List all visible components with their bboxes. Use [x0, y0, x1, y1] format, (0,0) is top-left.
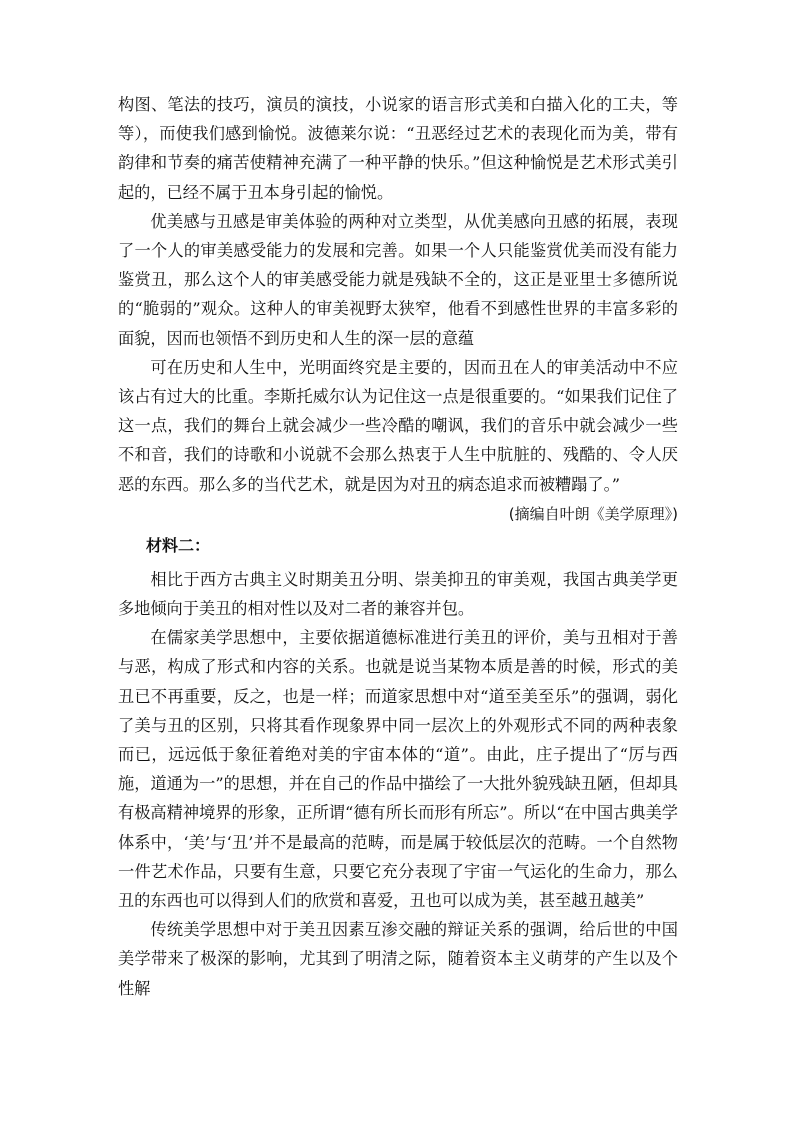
- material2-paragraph-3: 传统美学思想中对于美丑因素互渗交融的辩证关系的强调，给后世的中国美学带来了极深的影响，尤其到了明清之际，随着资本主义萌芽的产生以及个性解: [118, 920, 678, 998]
- material1-paragraph-1: 构图、笔法的技巧，演员的演技，小说家的语言形式美和白描入化的工夫，等等），而使我们感到愉悦。波德莱尔说：“丑恶经过艺术的表现化而为美，带有韵律和节奏的痛苦使精神充满了一种平静的快乐。”但这种愉悦是艺术形式美引起的，已经不属于丑本身引起的愉悦。: [118, 95, 678, 202]
- material2-paragraph-2: 在儒家美学思想中，主要依据道德标准进行美丑的评价，美与丑相对于善与恶，构成了形式和内容的关系。也就是说当某物本质是善的时候，形式的美丑已不再重要，反之，也是一样；而道家思想中对“道至美至乐”的强调，弱化了美与丑的区别，只将其看作现象界中同一层次上的外观形式不同的两种表象而已，远远低于象征着绝对美的宇宙本体的“道”。由此，庄子提出了“厉与西施，道通为一”的思想，并在自己的作品中描绘了一大批外貌残缺丑陋，但却具有极高精神境界的形象，正所谓“德有所长而形有所忘”。所以“在中国古典美学体系中，‘美’与‘丑’并不是最高的范畴，而是属于较低层次的范畴。一个自然物一件艺术作品，只要有生意，只要它充分表现了宇宙一气运化的生命力，那么丑的东西也可以得到人们的欣赏和喜爱，丑也可以成为美，甚至越丑越美”: [118, 628, 678, 911]
- material1-paragraph-2: 优美感与丑感是审美体验的两种对立类型，从优美感向丑感的拓展，表现了一个人的审美感受能力的发展和完善。如果一个人只能鉴赏优美而没有能力鉴赏丑，那么这个人的审美感受能力就是残缺不全的，这正是亚里士多德所说的“脆弱的”观众。这种人的审美视野太狭窄，他看不到感性世界的丰富多彩的面貌，因而也领悟不到历史和人生的深一层的意蕴: [118, 211, 678, 348]
- material2-paragraph-1: 相比于西方古典主义时期美丑分明、崇美抑丑的审美观，我国古典美学更多地倾向于美丑的相对性以及对二者的兼容并包。: [118, 569, 678, 619]
- material2-heading: 材料二：: [146, 535, 211, 555]
- material1-paragraph-3: 可在历史和人生中，光明面终究是主要的，因而丑在人的审美活动中不应该占有过大的比重。李斯托威尔认为记住这一点是很重要的。“如果我们记住了这一点，我们的舞台上就会减少一些冷酷的嘲讽，我们的音乐中就会减少一些不和音，我们的诗歌和小说就不会那么热衷于人生中肮脏的、残酷的、令人厌恶的东西。那么多的当代艺术，就是因为对丑的病态追求而被糟蹋了。”: [118, 357, 678, 494]
- document-body: [118, 90, 678, 1003]
- material1-source-citation: (摘编自叶朗《美学原理》): [508, 504, 678, 523]
